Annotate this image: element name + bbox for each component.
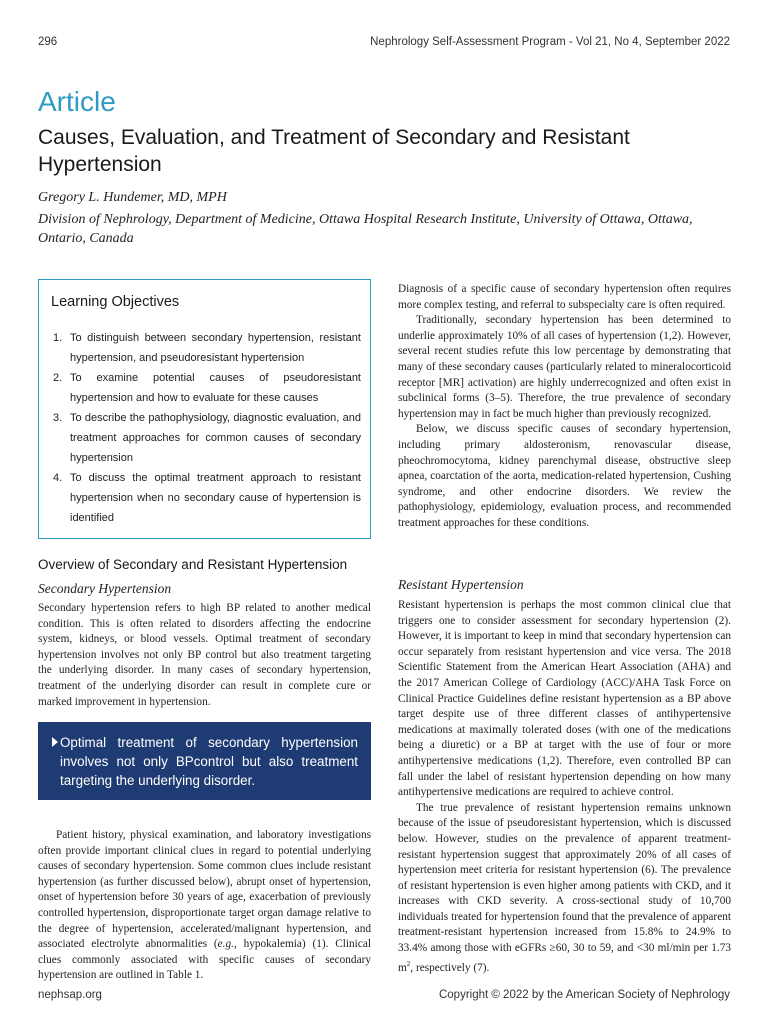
author: Gregory L. Hundemer, MD, MPH xyxy=(38,190,227,205)
objective-number: 3. xyxy=(53,412,63,424)
learning-objectives-list xyxy=(53,328,361,528)
paragraph-text xyxy=(38,828,371,984)
objective-text: To describe the pathophysiology, diagnostic evaluation, and treatment approaches for common causes of secondary hypertension xyxy=(70,412,361,464)
objective-text: To distinguish between secondary hypertension, resistant hypertension, and pseudoresistant hypertension xyxy=(70,332,361,364)
text-run: , respectively (7). xyxy=(410,961,490,974)
body-paragraph xyxy=(38,828,371,984)
objective-number: 1. xyxy=(53,332,63,344)
objective-item xyxy=(53,408,361,468)
superscript: 2 xyxy=(406,959,411,968)
body-column-right xyxy=(398,598,731,976)
paragraph-text: Resistant hypertension is perhaps the most common clinical clue that triggers one to consider assessment for secondary hypertension (2). However, it is important to keep in mind that secondary hypertension can occur separately from resistant hypertension and vice versa. The 2018 Scientific Statement from the American Heart Association (AHA) and the 2017 American College of Cardiology (ACC)/AHA Task Force on Clinical Practice Guidelines define resistant hypertension as a BP above target despite use of three different classes of antihypertensive medications at maximally tolerated doses (with one of the medications being a diuretic) or a BP at target with the use of four or more antihypertensive medications (1,2). Therefore, even controlled BP can fall under the label of resistant hypertension depending on how many antihypertensive medications are required to achieve control. xyxy=(398,599,731,799)
footer-website: nephsap.org xyxy=(38,989,102,1001)
paragraph-text: Diagnosis of a specific cause of secondary hypertension often requires more complex testing, and referral to subspecialty care is often required. xyxy=(398,283,731,311)
paragraph-text: Below, we discuss specific causes of secondary hypertension, including primary aldosteronism, renovascular disease, pheochromocytoma, kidney parenchymal disease, obstructive sleep apnea, coarctation of the aorta, medication-related hypertension, Cushing syndrome, and other endocrine disorders. We review the pathophysiology, epidemiology, evaluation process, and recommended treatment approaches for these conditions. xyxy=(398,423,731,529)
objective-text: To examine potential causes of pseudoresistant hypertension and how to evaluate for these causes xyxy=(70,372,361,404)
learning-objectives-title: Learning Objectives xyxy=(51,294,180,310)
affiliation: Division of Nephrology, Department of Medicine, Ottawa Hospital Research Institute, University of Ottawa, Ottawa, Ontario, Canada xyxy=(38,212,693,246)
objective-text: To discuss the optimal treatment approach to resistant hypertension when no secondary cause of hypertension is identified xyxy=(70,472,361,524)
body-paragraph xyxy=(38,601,371,710)
triangle-right-icon xyxy=(52,737,58,747)
article-title: Causes, Evaluation, and Treatment of Secondary and Resistant Hypertension xyxy=(38,126,630,176)
article-label: Article xyxy=(38,86,116,117)
subsection-heading: Secondary Hypertension xyxy=(38,581,172,596)
paragraph-text: Traditionally, secondary hypertension has been determined to underlie approximately 10% of all cases of hypertension (1,2). However, several recent studies refute this low percentage by demonstrating that many of these secondary causes (particularly related to mineralocorticoid receptor [MR] activation) are highly underrecognized and often exist in subclinical forms (3–5). Therefore, the true prevalence of secondary hypertension may in fact be much higher than previously recognized. xyxy=(398,314,731,420)
footer-copyright: Copyright © 2022 by the American Society of Nephrology xyxy=(438,989,730,1001)
text-run: Patient history, physical examination, and laboratory investigations often provide important clinical clues in regard to potential underlying causes of secondary hypertension. Some common clues include resistant hypertension (as further discussed below), abrupt onset of hypertension, onset of hypertension before 30 years of age, exacerbation of previously controlled hypertension, disproportionate target organ damage relative to the degree of hypertension, accelerated/malignant hypertension, and associated electrolyte abnormalities ( xyxy=(38,829,371,951)
journal-header: Nephrology Self-Assessment Program - Vol 21, No 4, September 2022 xyxy=(370,36,730,48)
learning-objectives-box xyxy=(38,279,371,539)
callout-text: Optimal treatment of secondary hypertension involves not only BPcontrol but also treatment targeting the underlying disorder. xyxy=(60,735,358,788)
callout-box xyxy=(38,722,371,800)
paragraph-text xyxy=(398,801,731,976)
objective-item xyxy=(53,468,361,528)
text-run: hypokalemia) (1). Clinical clues commonly associated with specific causes of secondary hypertension are outlined in Table 1. xyxy=(38,938,371,982)
page-number: 296 xyxy=(38,36,58,48)
section-heading: Overview of Secondary and Resistant Hypertension xyxy=(38,557,348,572)
body-column-right xyxy=(398,282,731,532)
objective-number: 4. xyxy=(53,472,63,484)
objective-number: 2. xyxy=(53,372,63,384)
text-run: The true prevalence of resistant hypertension remains unknown because of the issue of pseudoresistant hypertension, which is discussed below. However, studies on the prevalence of apparent treatment-resistant hypertension suggest that approximately 20% of all cases of hypertension meet criteria for resistant hypertension (6). The prevalence of resistant hypertension is even higher among patients with CKD, and it increases with CKD severity. A cross-sectional study of 10,700 individuals treated for hypertension found that the prevalence of apparent treatment-resistant hypertension increased from 15.8% to 24.9% to 33.4% among those with eGFRs ≥60, 30 to 59, and <30 ml/min per 1.73 m xyxy=(398,801,731,974)
objective-item xyxy=(53,368,361,408)
text-run-italic: e.g., xyxy=(217,938,237,951)
objective-item xyxy=(53,328,361,368)
subsection-heading: Resistant Hypertension xyxy=(398,577,524,592)
paragraph-text: Secondary hypertension refers to high BP related to another medical condition. This is often related to disorders affecting the endocrine system, kidneys, or blood vessels. Optimal treatment of secondary hypertension involves not only BP control but also treatment targeting the underlying disorder. In many cases of secondary hypertension, treatment of the underlying disorder can result in complete cure or marked improvement in hypertension. xyxy=(38,602,371,708)
